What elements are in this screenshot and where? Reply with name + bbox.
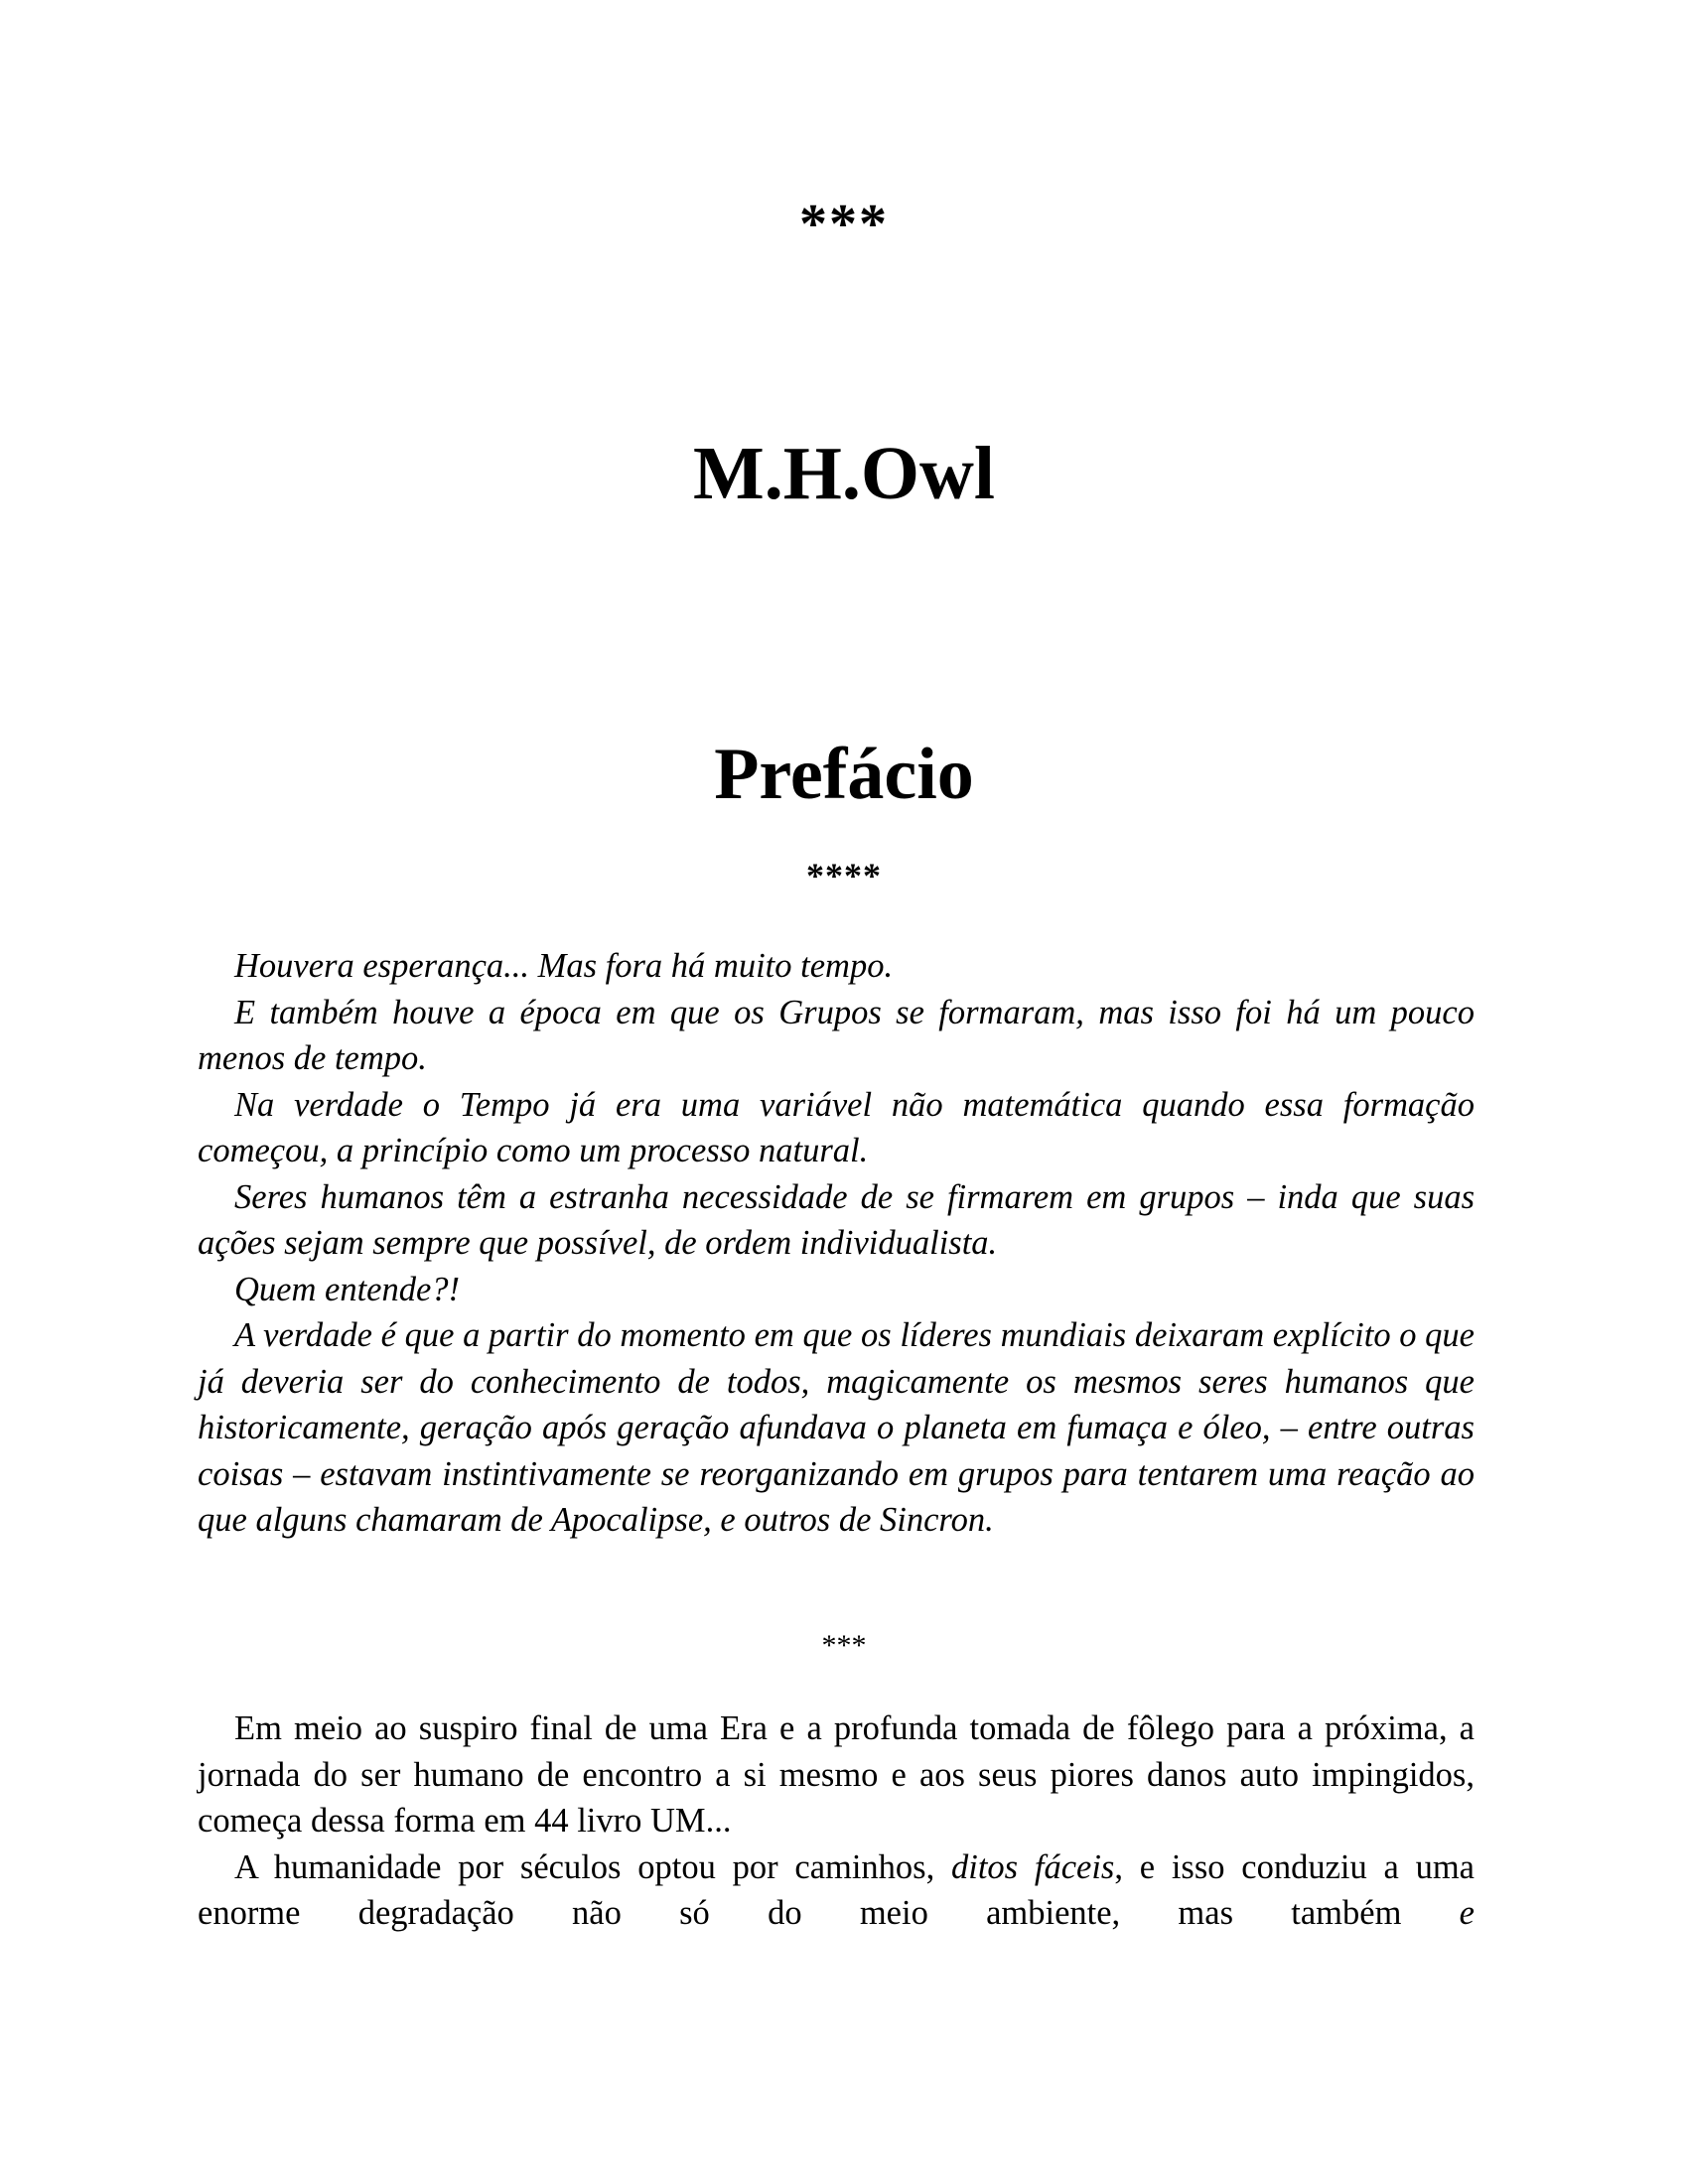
preface-paragraph: Na verdade o Tempo já era uma variável não matemática quando essa formação começou, a princípio como um processo natural. <box>198 1085 1475 1169</box>
preface-paragraph: Quem entende?! <box>234 1270 461 1308</box>
emphasis-text: ditos fáceis <box>951 1847 1115 1886</box>
main-paragraph <box>198 1844 1475 1937</box>
text-run: , e isso conduziu a uma enorme degradação não só do meio ambiente, mas também <box>198 1847 1475 1932</box>
chapter-title: Prefácio <box>714 734 974 815</box>
top-separator: *** <box>799 194 889 255</box>
title-separator: **** <box>806 856 882 895</box>
preface-paragraph: Houvera esperança... Mas fora há muito tempo. <box>234 947 894 985</box>
section-separator: *** <box>821 1629 867 1662</box>
preface-paragraph: Seres humanos têm a estranha necessidade de se firmarem em grupos – inda que suas ações sejam sempre que possível, de ordem individualista. <box>198 1177 1475 1262</box>
preface-text <box>198 943 1475 1544</box>
preface-paragraph: A verdade é que a partir do momento em que os líderes mundiais deixaram explícito o que já deveria ser do conhecimento de todos, magicamente os mesmos seres humanos que historicamente, geração após geração afundava o planeta em fumaça e óleo, – entre outras coisas – estavam instintivamente se reorganizando em grupos para tentarem uma reação ao que alguns chamaram de Apocalipse, e outros de Sincron. <box>198 1316 1475 1539</box>
main-text <box>198 1706 1475 1937</box>
emphasis-text: e <box>1459 1894 1475 1932</box>
preface-paragraph: E também houve a época em que os Grupos se formaram, mas isso foi há um pouco menos de tempo. <box>198 993 1475 1077</box>
text-run: A humanidade por séculos optou por caminhos, <box>234 1847 951 1886</box>
author-name: M.H.Owl <box>693 432 995 515</box>
main-paragraph: Em meio ao suspiro final de uma Era e a profunda tomada de fôlego para a próxima, a jornada do ser humano de encontro a si mesmo e aos seus piores danos auto impingidos, começa dessa forma em 44 livro UM... <box>198 1709 1475 1840</box>
